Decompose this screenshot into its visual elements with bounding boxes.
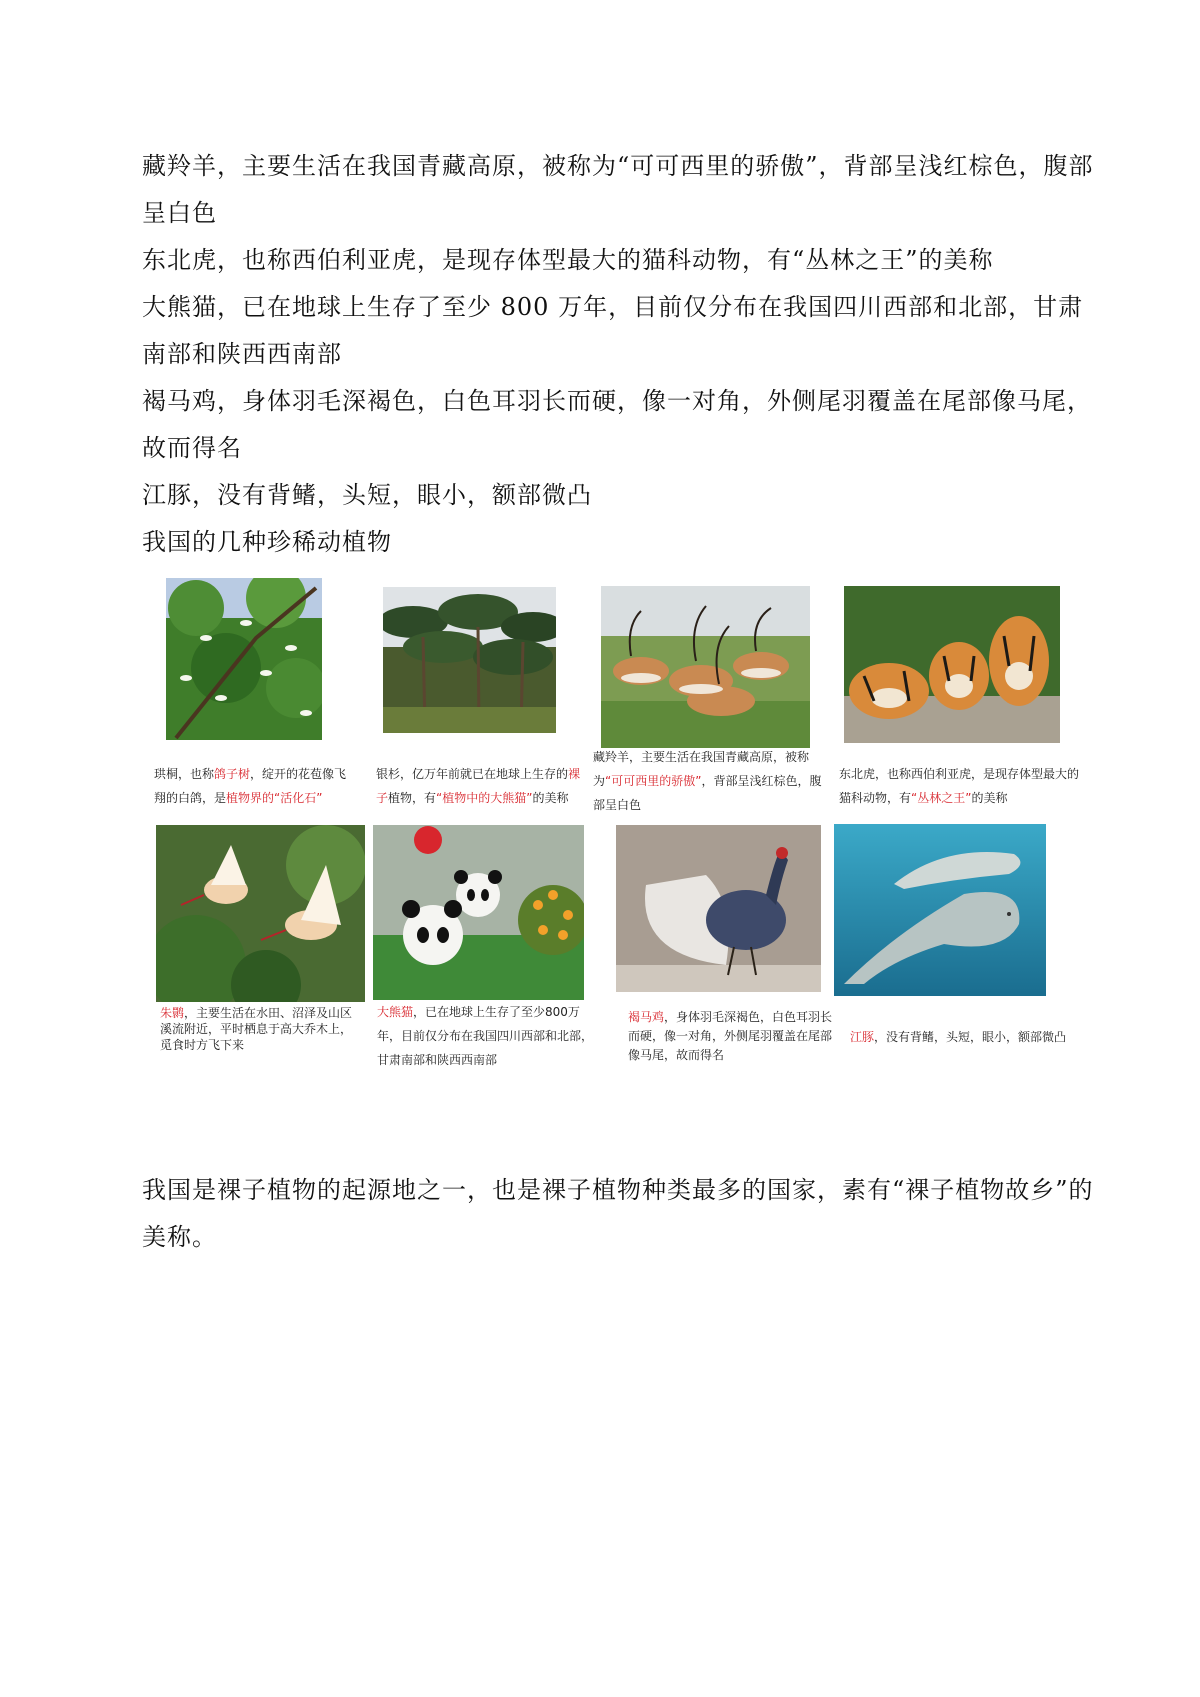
panda-photo [373, 825, 584, 1000]
section-heading: 我国的几种珍稀动植物 [142, 528, 392, 556]
silver-fir-caption: 银杉，亿万年前就已在地球上生存的裸子植物，有“植物中的大熊猫”的美称 [376, 767, 581, 805]
paragraph-porpoise: 江豚，没有背鳍，头短，眼小，额部微凸 [142, 481, 592, 509]
tiger-photo [844, 586, 1060, 743]
paragraph-panda: 大熊猫，已在地球上生存了至少 800 万年，目前仅分布在我国四川西部和北部，甘肃南部和陕西西南部 [142, 293, 1084, 368]
dove-tree-photo [166, 578, 322, 740]
antelope-photo [601, 586, 810, 748]
porpoise-photo [834, 824, 1046, 996]
paragraph-antelope: 藏羚羊，主要生活在我国青藏高原，被称为“可可西里的骄傲”，背部呈浅红棕色，腹部呈白色 [142, 152, 1094, 227]
antelope-caption: 藏羚羊，主要生活在我国青藏高原，被称为“可可西里的骄傲”，背部呈浅红棕色，腹部呈白色 [593, 750, 822, 812]
porpoise-caption: 江豚，没有背鳍，头短，眼小，额部微凸 [850, 1030, 1067, 1044]
pheasant-caption: 褐马鸡，身体羽毛深褐色，白色耳羽长而硬，像一对角，外侧尾羽覆盖在尾部像马尾，故而得名 [628, 1010, 833, 1062]
panda-caption: 大熊猫，已在地球上生存了至少800万年，目前仅分布在我国四川西部和北部，甘肃南部和陕西西南部 [377, 1005, 594, 1067]
ibis-photo [156, 825, 365, 1002]
ibis-caption: 朱鹮，主要生活在水田、沼泽及山区溪流附近，平时栖息于高大乔木上，觅食时方飞下来 [160, 1006, 353, 1052]
paragraph-tiger: 东北虎，也称西伯利亚虎，是现存体型最大的猫科动物，有“丛林之王”的美称 [142, 246, 994, 274]
tiger-caption: 东北虎，也称西伯利亚虎，是现存体型最大的猫科动物，有“丛林之王”的美称 [839, 767, 1080, 805]
paragraph-pheasant: 褐马鸡，身体羽毛深褐色，白色耳羽长而硬，像一对角，外侧尾羽覆盖在尾部像马尾，故而得名 [142, 387, 1092, 462]
pheasant-photo [616, 825, 821, 992]
silver-fir-photo [383, 587, 556, 733]
paragraph-gymnosperm: 我国是裸子植物的起源地之一，也是裸子植物种类最多的国家，素有“裸子植物故乡”的美称。 [142, 1176, 1094, 1251]
dove-tree-caption: 珙桐，也称鸽子树，绽开的花苞像飞翔的白鸽，是植物界的“活化石” [154, 767, 347, 805]
